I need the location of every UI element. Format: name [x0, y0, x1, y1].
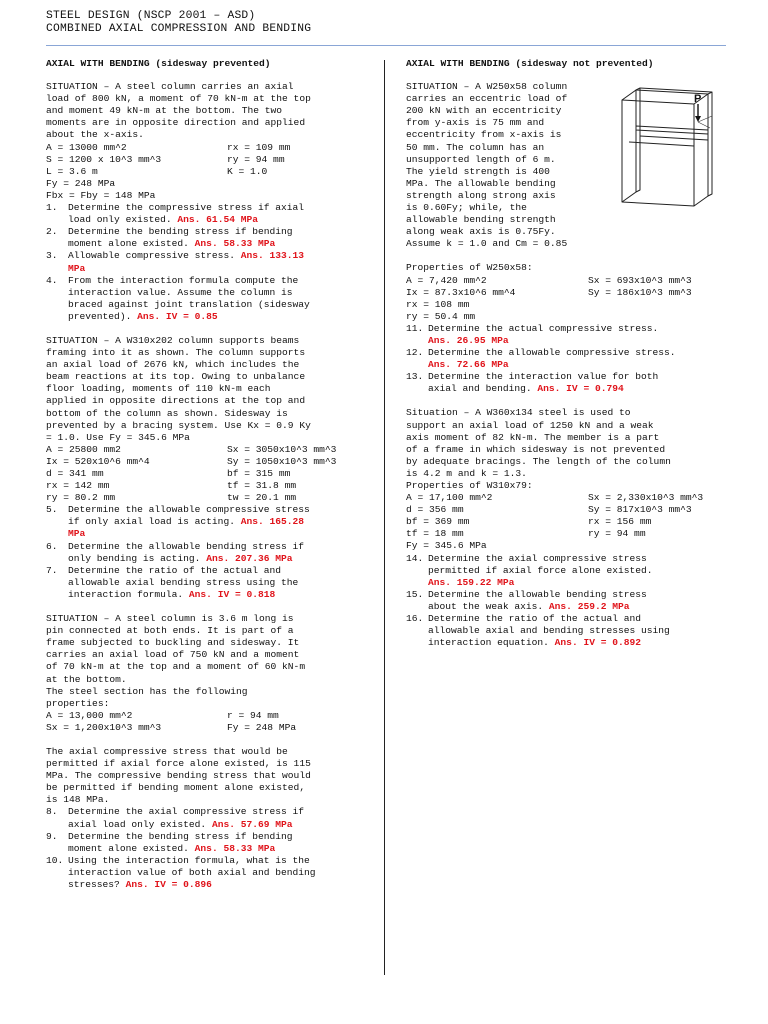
- prop: tf = 31.8 mm: [227, 480, 297, 492]
- prop: A = 13000 mm^2: [46, 141, 127, 153]
- question-7: [46, 565, 366, 601]
- prop: A = 7,420 mm^2: [406, 274, 487, 286]
- prop: d = 356 mm: [406, 504, 464, 516]
- answer: Ans. 165.28 MPa: [68, 516, 305, 540]
- prop: A = 13,000 mm^2: [46, 709, 133, 721]
- answer: Ans. IV = 0.794: [537, 383, 624, 395]
- document-header: [46, 10, 311, 36]
- question-15: [406, 589, 730, 613]
- prop: K = 1.0: [227, 165, 268, 177]
- prop: Ix = 520x10^6 mm^4: [46, 455, 150, 467]
- prop: rx = 108 mm: [406, 298, 470, 310]
- prop: Sy = 817x10^3 mm^3: [588, 504, 692, 516]
- document-title: STEEL DESIGN (NSCP 2001 – ASD): [46, 10, 256, 22]
- prop: Fy = 248 MPa: [227, 721, 297, 733]
- prop: bf = 369 mm: [406, 516, 470, 528]
- prop: Fy = 345.6 MPa: [406, 540, 487, 552]
- situation-1-properties: [46, 142, 366, 178]
- situation-5-properties: [406, 492, 730, 540]
- situation-2-text: SITUATION – A W310x202 column supports beams framing into it as shown. The column supports an axial load of 2676 kN, which includes the beam reactions at its top. Owing to unbalance floor loading, moments of 110 kN-m each applied in opposite directions at the top and bottom of the column as shown. Sidesway is prevented by a bracing system. Use Kx = 0.9 Ky = 1.0. Use Fy = 345.6 MPa: [46, 334, 311, 443]
- situation-4-properties: [406, 275, 730, 299]
- prop: Ix = 87.3x10^6 mm^4: [406, 286, 516, 298]
- question-text: Allowable compressive stress.: [68, 250, 241, 262]
- question-text: Determine the ratio of the actual and allowable axial bending stress using the interaction formula.: [68, 564, 299, 600]
- prop: r = 94 mm: [227, 709, 279, 721]
- prop: ry = 94 mm: [227, 153, 285, 165]
- question-5: [46, 504, 366, 540]
- answer: Ans. IV = 0.892: [554, 637, 642, 649]
- question-text: Using the interaction formula, what is the interaction value of both axial and bending stresses?: [68, 854, 316, 890]
- prop: Sx = 3050x10^3 mm^3: [227, 443, 337, 455]
- situation-3-properties: [46, 710, 366, 734]
- situation-5-text: Situation – A W360x134 steel is used to support an axial load of 1250 kN and a weak axis moment of 82 kN-m. The member is a part of a frame in which sidesway is not prevented by adequate bracings. The length of the column is 4.2 m and k = 1.3. Properties of W310x79:: [406, 407, 671, 491]
- prop: tw = 20.1 mm: [227, 492, 297, 504]
- answer: Ans. 26.95 MPa: [428, 334, 509, 346]
- question-text: Determine the bending stress if bending moment alone existed.: [68, 830, 293, 854]
- answer: Ans. IV = 0.818: [188, 588, 276, 600]
- answer: Ans. 58.33 MPa: [194, 842, 276, 854]
- question-13: [406, 371, 730, 395]
- situation-3-text-2: The axial compressive stress that would be permitted if axial force alone existed, is 115 MPa. The compressive bending stress that would be permitted if bending moment alone existed, is 148 MPa.: [46, 745, 311, 806]
- section-heading-left: AXIAL WITH BENDING (sidesway prevented): [46, 58, 271, 69]
- document-subtitle: COMBINED AXIAL COMPRESSION AND BENDING: [46, 23, 312, 35]
- prop: A = 17,100 mm^2: [406, 492, 493, 504]
- question-9: [46, 831, 366, 855]
- question-3: [46, 250, 366, 274]
- question-number: 15.: [406, 588, 424, 600]
- answer: Ans. 207.36 MPa: [206, 552, 293, 564]
- answer: Ans. IV = 0.896: [125, 879, 212, 890]
- section-heading-right: AXIAL WITH BENDING (sidesway not prevented): [406, 58, 654, 69]
- answer: Ans. 58.33 MPa: [194, 238, 276, 250]
- prop: rx = 156 mm: [588, 516, 652, 528]
- answer: Ans. IV = 0.85: [137, 310, 218, 322]
- question-1: [46, 202, 366, 226]
- question-12: [406, 347, 730, 371]
- question-number: 8.: [46, 806, 58, 818]
- prop: ry = 50.4 mm: [406, 310, 476, 322]
- situation-3-text: SITUATION – A steel column is 3.6 m long is pin connected at both ends. It is part of a frame subjected to buckling and sidesway. It carries an axial load of 750 kN and a moment of 70 kN-m at the top and a moment of 60 kN-m at the bottom. The steel section has the following properties:: [46, 613, 306, 709]
- question-text: Determine the actual compressive stress.: [428, 322, 659, 334]
- question-number: 11.: [406, 322, 424, 334]
- situation-1-text: SITUATION – A steel column carries an axial load of 800 kN, a moment of 70 kN-m at the top and moment 49 kN-m at the bottom. The two moments are in opposite direction and applied about the x-axis.: [46, 81, 311, 141]
- question-number: 12.: [406, 347, 424, 359]
- header-rule: [46, 45, 726, 46]
- answer: Ans. 72.66 MPa: [428, 359, 509, 371]
- question-text: Determine the ratio of the actual and allowable axial and bending stresses using interaction equation.: [428, 613, 670, 649]
- prop: S = 1200 x 10^3 mm^3: [46, 153, 162, 165]
- prop: Fbx = Fby = 148 MPa: [46, 189, 156, 201]
- question-text: From the interaction formula compute the interaction value. Assume the column is braced against joint translation (sidesway prevented).: [68, 274, 310, 322]
- question-text: Determine the axial compressive stress permitted if axial force alone existed.: [428, 552, 653, 576]
- question-number: 13.: [406, 371, 424, 383]
- prop: Fy = 248 MPa: [46, 177, 116, 189]
- question-number: 3.: [46, 250, 58, 262]
- figure-load-label: P: [694, 93, 702, 105]
- prop: tf = 18 mm: [406, 528, 464, 540]
- question-text: Determine the interaction value for both axial and bending.: [428, 371, 659, 395]
- answer: Ans. 133.13 MPa: [68, 250, 305, 274]
- left-column: [46, 58, 366, 891]
- prop: Sx = 693x10^3 mm^3: [588, 274, 692, 286]
- prop: L = 3.6 m: [46, 165, 98, 177]
- question-number: 6.: [46, 540, 58, 552]
- question-4: [46, 275, 366, 323]
- question-8: [46, 806, 366, 830]
- question-number: 4.: [46, 274, 58, 286]
- question-text: Determine the axial compressive stress if axial load only existed.: [68, 806, 305, 830]
- prop: ry = 80.2 mm: [46, 492, 116, 504]
- question-text: Determine the allowable compressive stress.: [428, 347, 676, 359]
- question-number: 10.: [46, 854, 64, 866]
- column-figure: [612, 86, 730, 214]
- prop: ry = 94 mm: [588, 528, 646, 540]
- question-2: [46, 226, 366, 250]
- situation-4-text: SITUATION – A W250x58 column carries an eccentric load of 200 kN with an eccentricity from y-axis is 75 mm and eccentricity from x-axis is 50 mm. The column has an unsupported length of 6 m. The yield strength is 400 MPa. The allowable bending strength along strong axis is 0.60Fy; while, the allowable bending strength along weak axis is 0.75Fy. Assume k = 1.0 and Cm = 0.85: [406, 81, 568, 250]
- column-divider: [384, 60, 385, 975]
- prop: d = 341 mm: [46, 468, 104, 479]
- properties-title: Properties of W250x58:: [406, 262, 533, 274]
- question-number: 1.: [46, 202, 58, 214]
- question-text: Determine the allowable compressive stress if only axial load is acting.: [68, 504, 310, 528]
- question-number: 2.: [46, 226, 58, 238]
- question-11: [406, 323, 730, 347]
- question-16: [406, 613, 730, 649]
- question-number: 16.: [406, 613, 424, 625]
- answer: Ans. 57.69 MPa: [211, 818, 293, 830]
- prop: rx = 142 mm: [46, 480, 110, 492]
- question-text: Determine the allowable bending stress about the weak axis.: [428, 588, 647, 612]
- situation-2-properties: [46, 444, 366, 504]
- answer: Ans. 61.54 MPa: [177, 214, 258, 226]
- prop: Sy = 1050x10^3 mm^3: [227, 455, 337, 467]
- question-number: 5.: [46, 504, 58, 516]
- answer: Ans. 259.2 MPa: [548, 600, 630, 612]
- question-10: [46, 855, 366, 891]
- question-number: 14.: [406, 552, 424, 564]
- question-text: Determine the allowable bending stress if only bending is acting.: [68, 540, 305, 564]
- question-number: 9.: [46, 830, 58, 842]
- prop: bf = 315 mm: [227, 468, 291, 479]
- prop: rx = 109 mm: [227, 141, 291, 153]
- question-6: [46, 541, 366, 565]
- answer: Ans. 159.22 MPa: [428, 576, 515, 588]
- prop: Sx = 2,330x10^3 mm^3: [588, 492, 704, 504]
- prop: Sy = 186x10^3 mm^3: [588, 286, 692, 298]
- prop: Sx = 1,200x10^3 mm^3: [46, 721, 162, 733]
- question-14: [406, 553, 730, 589]
- prop: A = 25800 mm2: [46, 443, 121, 455]
- question-text: Determine the compressive stress if axial load only existed.: [68, 202, 305, 226]
- question-number: 7.: [46, 564, 58, 576]
- question-text: Determine the bending stress if bending moment alone existed.: [68, 226, 293, 250]
